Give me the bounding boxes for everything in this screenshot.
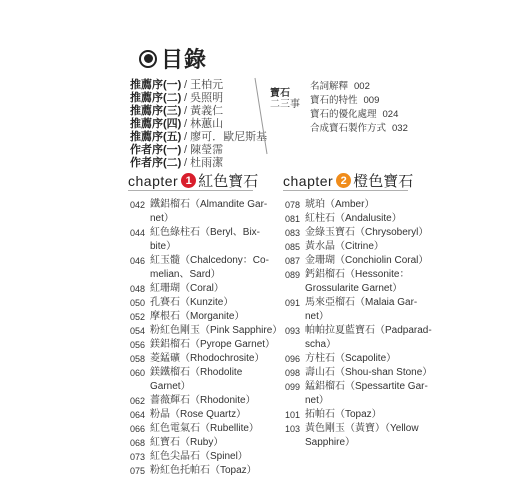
toc-entry-name: 摩根石（Morganite） (150, 311, 245, 322)
toc-entry-name: 方柱石（Scapolite） (305, 353, 397, 364)
intro-toc-page: 032 (392, 123, 408, 134)
toc-entry (285, 324, 440, 338)
toc-entry-page (285, 436, 305, 450)
toc-entry-name: net） (150, 213, 174, 224)
toc-entry-name: 薔薇輝石（Rhodonite） (150, 395, 256, 406)
chapter-1-heading (128, 170, 258, 191)
intro-toc-title: 合成寶石製作方式 (310, 123, 387, 134)
toc-entry (130, 422, 280, 436)
toc-entry (285, 408, 440, 422)
preface-author: / 陳瑩霈 (184, 144, 224, 156)
toc-entry-page: 099 (285, 382, 301, 392)
toc-entry-page (285, 282, 305, 296)
preface-label: 推薦序(四) (130, 118, 182, 130)
toc-entry (130, 282, 280, 296)
section-divider (255, 78, 256, 158)
toc-entry-name: 紅色電氣石（Rubellite） (150, 423, 259, 434)
preface-author: / 黃義仁 (184, 105, 224, 117)
toc-entry (130, 366, 280, 394)
toc-entry (130, 338, 280, 352)
toc-entry-name: 黃水晶（Citrine） (305, 241, 384, 252)
toc-entry-name: Sapphire） (305, 437, 356, 448)
toc-entry (130, 394, 280, 408)
toc-entry-name: net） (305, 395, 329, 406)
toc-entry-name: 紅柱石（Andalusite） (305, 213, 402, 224)
chapter-1-rule (128, 190, 253, 191)
toc-entry-name: 紅色尖晶石（Spinel） (150, 451, 248, 462)
preface-item (130, 157, 267, 170)
toc-entry-page: 078 (285, 200, 301, 210)
toc-entry-name: 金綠玉寶石（Chrysoberyl） (305, 227, 429, 238)
toc-entry (285, 268, 440, 282)
intro-toc-title: 名詞解釋 (310, 81, 349, 92)
toc-entry-page: 048 (130, 284, 146, 294)
toc-entry-page: 087 (285, 256, 301, 266)
chapter-2-heading (283, 170, 413, 191)
toc-entry-page: 093 (285, 326, 301, 336)
toc-entry (130, 296, 280, 310)
intro-toc-item (310, 94, 408, 108)
toc-entry (285, 310, 440, 324)
toc-entry-page: 058 (130, 354, 146, 364)
intro-toc-title: 寶石的特性 (310, 95, 358, 106)
intro-toc-page: 002 (354, 81, 370, 92)
toc-entry-page: 096 (285, 354, 301, 364)
toc-entry-page: 064 (130, 410, 146, 420)
toc-entry-name: 琥珀（Amber） (305, 199, 375, 210)
intro-toc-list (310, 80, 408, 136)
toc-entry (285, 296, 440, 310)
toc-entry-page (130, 240, 150, 254)
bullet-circle-icon (139, 50, 157, 68)
toc-entry (130, 254, 280, 268)
toc-entry-page: 052 (130, 312, 146, 322)
toc-entry (130, 408, 280, 422)
toc-entry-name: 金珊瑚（Conchiolin Coral） (305, 255, 429, 266)
chapter-number-badge: 1 (181, 173, 196, 188)
toc-entry-page: 098 (285, 368, 301, 378)
preface-label: 推薦序(五) (130, 131, 182, 143)
toc-entry-page: 044 (130, 228, 146, 238)
preface-author: / 廖可．歐尼斯基 (184, 131, 268, 143)
toc-entry-name: bite） (150, 241, 177, 252)
toc-entry (130, 240, 280, 254)
toc-entry-page: 042 (130, 200, 146, 210)
preface-label: 推薦序(一) (130, 79, 182, 91)
toc-entry-name: 拓帕石（Topaz） (305, 409, 382, 420)
toc-entry-name: 錳鋁榴石（Spessartite Gar- (305, 381, 428, 392)
toc-entry (285, 394, 440, 408)
toc-entry-page: 083 (285, 228, 301, 238)
toc-entry (285, 422, 440, 436)
toc-entry-page: 081 (285, 214, 301, 224)
toc-entry-page: 073 (130, 452, 146, 462)
intro-toc-item (310, 80, 408, 94)
toc-entry (285, 212, 440, 226)
preface-author: / 杜雨潔 (184, 157, 224, 169)
toc-entry-page (285, 310, 305, 324)
toc-entry (130, 226, 280, 240)
toc-entry-page (130, 212, 150, 226)
toc-entry (285, 198, 440, 212)
toc-entry (285, 282, 440, 296)
toc-entry-name: 孔賽石（Kunzite） (150, 297, 234, 308)
toc-entry (285, 338, 440, 352)
chapter-2-entries (285, 198, 440, 450)
intro-toc-title: 寶石的優化處理 (310, 109, 377, 120)
toc-entry-name: 馬來亞榴石（Malaia Gar- (305, 297, 418, 308)
toc-entry (285, 240, 440, 254)
toc-entry (130, 464, 280, 478)
chapter-2-rule (283, 190, 408, 191)
toc-entry-name: 紅色綠柱石（Beryl、Bix- (150, 227, 261, 238)
chapter-title: 橙色寶石 (353, 173, 414, 190)
preface-label: 作者序(二) (130, 157, 182, 169)
toc-entry-name: 粉紅色剛玉（Pink Sapphire） (150, 325, 283, 336)
preface-label: 推薦序(二) (130, 92, 182, 104)
preface-author: / 王柏元 (184, 79, 224, 91)
toc-entry-name: scha） (305, 339, 337, 350)
toc-entry-page: 103 (285, 424, 301, 434)
toc-entry (285, 226, 440, 240)
toc-entry-page: 075 (130, 466, 146, 476)
preface-item (130, 131, 267, 144)
preface-item (130, 118, 267, 131)
page-title: 目錄 (161, 48, 208, 73)
toc-entry-name: 鐵鋁榴石（Almandite Gar- (150, 199, 268, 210)
toc-entry-name: 壽山石（Shou-shan Stone） (305, 367, 433, 378)
toc-entry-name: 粉紅色托帕石（Topaz） (150, 465, 257, 476)
toc-entry (130, 268, 280, 282)
chapter-word: chapter (283, 172, 334, 189)
toc-entry-name: 紅珊瑚（Coral） (150, 283, 224, 294)
toc-entry-name: 鈣鋁榴石（Hessonite： (305, 269, 410, 280)
preface-author: / 吳照明 (184, 92, 224, 104)
toc-entry (130, 212, 280, 226)
toc-entry-name: net） (305, 311, 329, 322)
toc-entry-name: melian、Sard） (150, 269, 221, 280)
toc-entry-name: 紅寶石（Ruby） (150, 437, 224, 448)
intro-main: 寶石 (270, 88, 290, 99)
toc-entry-page (285, 338, 305, 352)
preface-item (130, 105, 267, 118)
toc-entry-page: 068 (130, 438, 146, 448)
toc-entry-page: 050 (130, 298, 146, 308)
toc-entry (130, 450, 280, 464)
toc-entry-page (130, 268, 150, 282)
toc-entry-page: 089 (285, 270, 301, 280)
toc-entry-name: 鎂鐵榴石（Rhodolite Garnet） (150, 367, 243, 392)
chapter-1-entries (130, 198, 283, 478)
chapter-number-badge: 2 (336, 173, 351, 188)
toc-entry-page: 054 (130, 326, 146, 336)
toc-entry-page (285, 394, 305, 408)
toc-entry-page: 085 (285, 242, 301, 252)
toc-entry-name: 粉晶（Rose Quartz） (150, 409, 247, 420)
toc-entry-page: 062 (130, 396, 146, 406)
toc-entry (130, 324, 283, 338)
preface-author: / 林蕙山 (184, 118, 224, 130)
toc-entry-page: 101 (285, 410, 301, 420)
toc-entry-name: 帕帕拉夏藍寶石（Padparad- (305, 325, 432, 336)
intro-toc-item (310, 108, 408, 122)
toc-entry-page: 091 (285, 298, 301, 308)
intro-section-label (270, 88, 300, 110)
toc-entry-name: Grossularite Garnet） (305, 283, 403, 294)
toc-entry (285, 254, 440, 268)
intro-toc-page: 024 (382, 109, 399, 120)
toc-entry-page: 060 (130, 368, 146, 378)
toc-entry-name: 菱錳礦（Rhodochrosite） (150, 353, 265, 364)
chapter-title: 紅色寶石 (198, 173, 259, 190)
preface-list (130, 79, 267, 170)
toc-entry-page: 056 (130, 340, 146, 350)
toc-entry-page: 046 (130, 256, 146, 266)
toc-entry (285, 366, 440, 380)
preface-label: 作者序(一) (130, 144, 182, 156)
toc-entry-page: 066 (130, 424, 146, 434)
preface-label: 推薦序(三) (130, 105, 182, 117)
toc-entry (285, 352, 440, 366)
toc-entry (130, 436, 280, 450)
toc-entry (130, 198, 280, 212)
page-title-block (139, 43, 207, 74)
preface-item (130, 92, 267, 105)
toc-entry (130, 310, 280, 324)
preface-item (130, 79, 267, 92)
chapter-word: chapter (128, 172, 179, 189)
preface-item (130, 144, 267, 157)
intro-toc-page: 009 (363, 95, 380, 106)
toc-entry-name: 黃色剛玉（黃寶）（Yellow (305, 423, 419, 434)
toc-entry (130, 352, 280, 366)
toc-entry-name: 鎂鋁榴石（Pyrope Garnet） (150, 339, 276, 350)
toc-entry (285, 380, 440, 394)
toc-entry-name: 紅玉髓（Chalcedony：Co- (150, 255, 269, 266)
intro-sub: 二三事 (270, 99, 300, 110)
intro-toc-item (310, 122, 408, 136)
toc-entry (285, 436, 440, 450)
